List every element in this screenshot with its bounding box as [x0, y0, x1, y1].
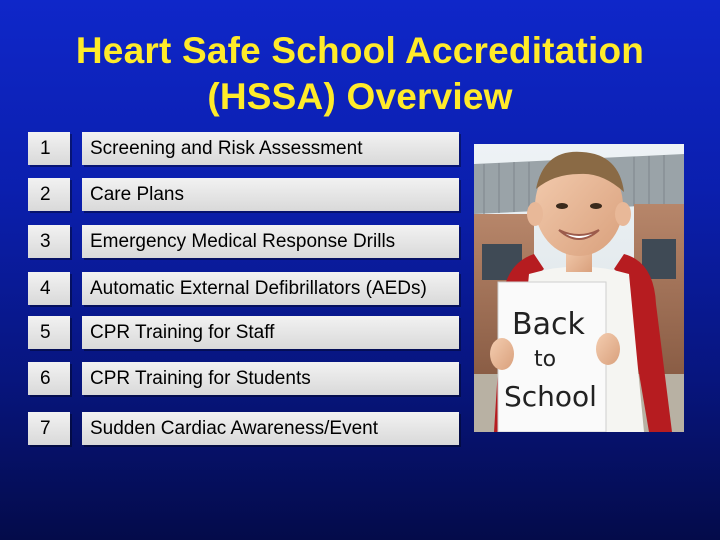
item-number: 2: [28, 178, 70, 211]
item-label: Emergency Medical Response Drills: [82, 225, 459, 258]
back-to-school-photo: [474, 144, 684, 432]
item-label: CPR Training for Staff: [82, 316, 459, 349]
title-line-1: Heart Safe School Accreditation: [75, 30, 645, 71]
sign-line-2: to: [534, 347, 557, 372]
item-number: 4: [28, 272, 70, 305]
item-label: Care Plans: [82, 178, 459, 211]
item-label: Screening and Risk Assessment: [82, 132, 459, 165]
sign-line-1: Back: [512, 307, 585, 342]
list-item: [28, 225, 460, 258]
sign-line-3: School: [504, 380, 597, 413]
list-item: [28, 178, 460, 211]
list-item: [28, 132, 460, 165]
item-number: 6: [28, 362, 70, 395]
list-item: [28, 412, 460, 445]
slide-title: [0, 28, 720, 120]
item-number: 1: [28, 132, 70, 165]
item-label: Automatic External Defibrillators (AEDs): [82, 272, 459, 305]
list-item: [28, 362, 460, 395]
list-item: [28, 272, 460, 305]
item-label: CPR Training for Students: [82, 362, 459, 395]
item-number: 7: [28, 412, 70, 445]
item-number: 5: [28, 316, 70, 349]
item-number: 3: [28, 225, 70, 258]
item-label: Sudden Cardiac Awareness/Event: [82, 412, 459, 445]
list-item: [28, 316, 460, 349]
photo-illustration: [474, 144, 684, 432]
title-line-2: (HSSA) Overview: [207, 76, 513, 117]
